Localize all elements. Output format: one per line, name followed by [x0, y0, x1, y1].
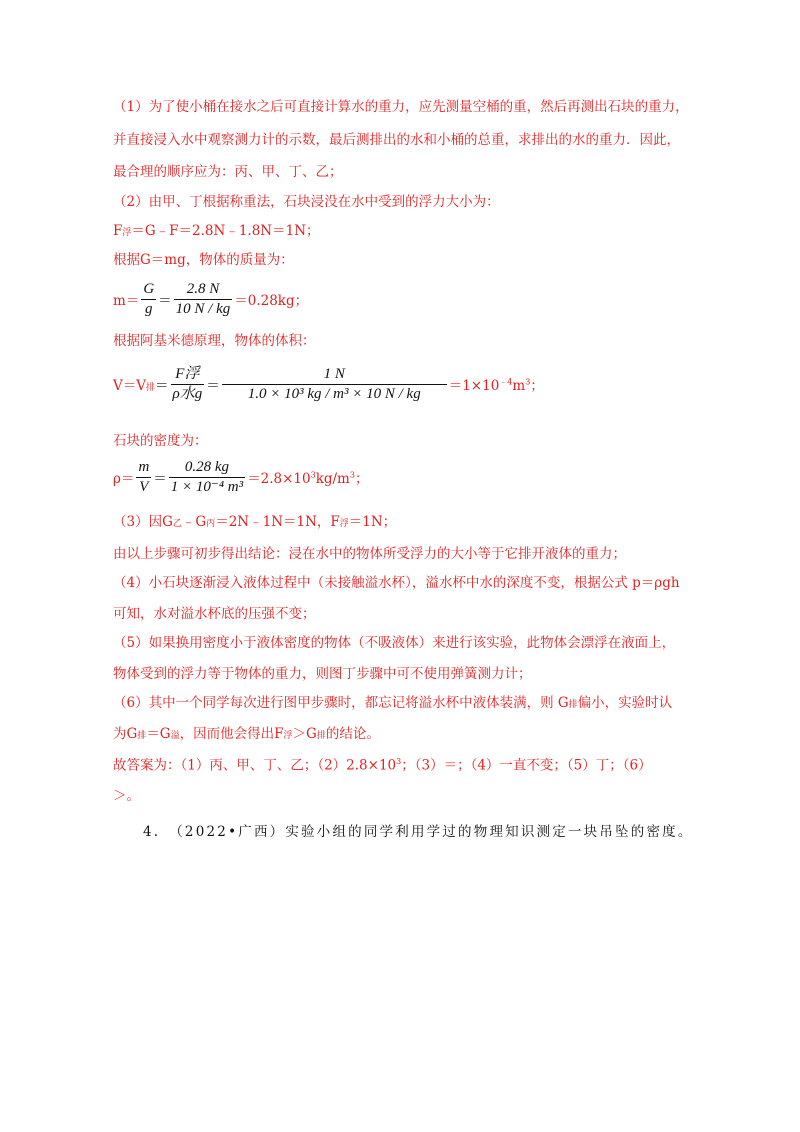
text-part: ，因而他会得出F — [179, 726, 284, 742]
subscript: 乙 — [172, 519, 182, 529]
text-part: ＝1×10 — [448, 378, 500, 395]
subscript: 排 — [146, 383, 156, 394]
subscript: 浮 — [339, 519, 349, 529]
text-part: ； — [354, 471, 369, 488]
eq-rhs — [449, 374, 544, 394]
text-part: ＝G﹣F＝2.8N﹣1.8N＝1N； — [131, 223, 320, 239]
subscript: 溢 — [170, 731, 180, 741]
superscript: 3 — [525, 377, 531, 387]
text-part: 的结论。 — [325, 726, 380, 742]
fraction-value — [169, 458, 245, 497]
numerator: 0.28 kg — [169, 458, 245, 478]
eq-lhs: ρ＝ — [113, 471, 135, 488]
numerator: F浮 — [171, 365, 205, 385]
text-line: 由以上步骤可初步得出结论：浸在水中的物体所受浮力的大小等于它排开液体的重力； — [113, 546, 626, 562]
subscript: 浮 — [122, 228, 132, 238]
text-part: ； — [530, 378, 544, 395]
fraction-buoyancy-over-rho-g — [171, 365, 205, 404]
text-part: ＞G — [292, 726, 317, 742]
text-line: 物体受到的浮力等于物体的重力，则图丁步骤中可不使用弹簧测力计； — [113, 666, 532, 682]
text-part: ＝1N； — [348, 514, 397, 530]
superscript: ﹣4 — [499, 377, 513, 387]
volume-equation — [113, 365, 544, 404]
buoyancy-formula-line — [113, 223, 320, 239]
text-line — [113, 695, 672, 711]
subscript: 排 — [568, 700, 578, 710]
text-line: （4）小石块逐渐浸入液体过程中（未接触溢水杯），溢水杯中水的深度不变，根据公式 p＝ρgh — [113, 575, 680, 591]
eq-sign: ＝ — [153, 471, 167, 488]
density-equation — [113, 458, 368, 497]
denominator: 1.0 × 10³ kg / m³ × 10 N / kg — [247, 385, 421, 402]
superscript: 3 — [349, 470, 355, 480]
fraction-g-over-g — [141, 280, 156, 319]
superscript: 3 — [310, 470, 316, 480]
eq-sign: ＝ — [155, 378, 169, 395]
text-part: （6）其中一个同学每次进行图甲步骤时，都忘记将溢水杯中液体装满，则 G — [113, 695, 569, 711]
denominator: ρ水g — [172, 385, 203, 402]
text-part: ＝2.8×10 — [247, 471, 311, 488]
text-part: ﹣G — [181, 514, 207, 530]
subscript: 排 — [137, 731, 147, 741]
text-part: ＝G — [146, 726, 171, 742]
text-part: 偏小，实验时认 — [577, 695, 673, 711]
text-part: m — [512, 378, 526, 395]
comparison-line — [113, 514, 396, 530]
subscript: 浮 — [283, 731, 293, 741]
question-4-heading: 4. （2022•广西）实验小组的同学利用学过的物理知识测定一块吊坠的密度。 — [143, 824, 694, 840]
subscript: 丙 — [206, 519, 216, 529]
text-line: 可知，水对溢水杯底的压强不变； — [113, 606, 316, 622]
subscript: 排 — [316, 731, 326, 741]
mass-equation — [113, 280, 308, 319]
superscript: 3 — [396, 757, 402, 766]
text-part: （3）因G — [113, 514, 173, 530]
denominator: 1 × 10⁻⁴ m³ — [170, 478, 244, 495]
text-line: 最合理的顺序应为：丙、甲、丁、乙； — [113, 164, 343, 180]
text-part: 故答案为：（1）丙、甲、丁、乙；（2）2.8×10 — [113, 757, 397, 774]
answer-line — [113, 757, 652, 774]
text-line: （1）为了使小桶在接水之后可直接计算水的重力，应先测量空桶的重，然后再测出石块的重力， — [113, 99, 689, 115]
text-part: ；（3）＝；（4）一直不变；（5）丁；（6） — [401, 757, 652, 774]
eq-rhs: ＝0.28kg； — [234, 293, 309, 310]
denominator: V — [139, 478, 149, 495]
fraction-value — [174, 280, 233, 319]
text-line: 石块的密度为： — [113, 433, 208, 449]
eq-sign: ＝ — [158, 293, 172, 310]
text-line — [113, 726, 380, 742]
text-line: 根据G＝mg，物体的质量为： — [113, 252, 294, 268]
numerator: m — [136, 458, 151, 478]
text-line: （5）如果换用密度小于液体密度的物体（不吸液体）来进行该实验，此物体会漂浮在液面上， — [113, 635, 676, 651]
eq-sign: ＝ — [206, 378, 220, 395]
text-part: V＝V — [113, 378, 146, 395]
text-part: 为G — [113, 726, 138, 742]
denominator: 10 N / kg — [175, 300, 231, 317]
eq-rhs — [247, 467, 368, 487]
text-line: 根据阿基米德原理，物体的体积： — [113, 333, 316, 349]
numerator: 2.8 N — [174, 280, 233, 300]
text-line: 并直接浸入水中观察测力计的示数，最后测排出的水和小桶的总重，求排出的水的重力．因此， — [113, 132, 680, 148]
numerator: G — [141, 280, 156, 300]
numerator: 1 N — [222, 365, 447, 385]
text-part: kg/m — [315, 471, 350, 488]
denominator: g — [144, 300, 153, 317]
fraction-value — [222, 365, 447, 404]
text-line: （2）由甲、丁根据称重法，石块浸没在水中受到的浮力大小为： — [113, 194, 500, 210]
text-line: ＞。 — [113, 788, 140, 804]
eq-lhs — [113, 374, 155, 394]
text-part: ＝2N﹣1N＝1N，F — [215, 514, 340, 530]
fraction-m-over-v — [136, 458, 151, 497]
eq-lhs: m＝ — [113, 293, 140, 310]
text-part: F — [113, 223, 123, 239]
